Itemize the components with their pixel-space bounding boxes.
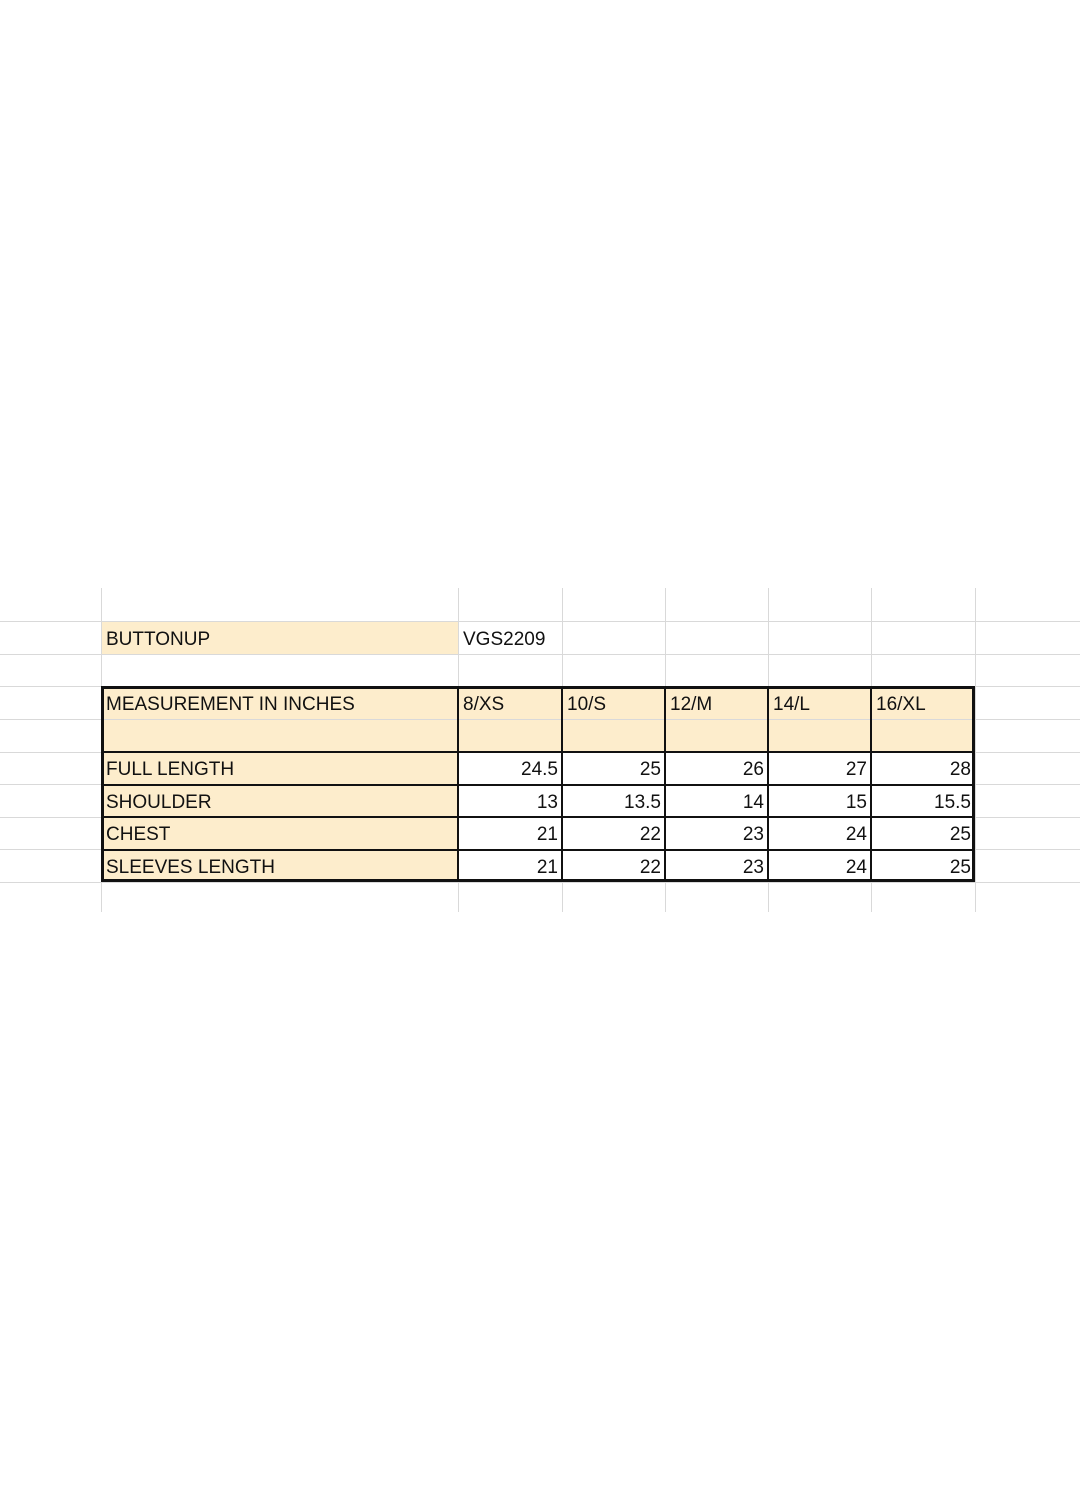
header-size: 8/XS: [463, 694, 505, 715]
product-code-cell[interactable]: [459, 622, 562, 654]
table-divider: [101, 784, 975, 786]
header-cell-size[interactable]: [459, 687, 562, 719]
value: 23: [742, 857, 764, 878]
value: 27: [845, 759, 867, 780]
spreadsheet-area: [0, 588, 1080, 912]
empty-cell[interactable]: [666, 720, 768, 752]
empty-cell[interactable]: [769, 720, 871, 752]
value-cell[interactable]: [769, 818, 871, 849]
value-cell[interactable]: [459, 850, 562, 882]
row-label-cell[interactable]: [102, 785, 458, 817]
value-cell[interactable]: [769, 850, 871, 882]
value-cell[interactable]: [459, 785, 562, 817]
value-cell[interactable]: [563, 753, 665, 784]
value: 24: [845, 857, 867, 878]
header-size: 14/L: [773, 694, 810, 715]
grid-line: [0, 882, 1080, 883]
value-cell[interactable]: [872, 818, 975, 849]
value: 28: [949, 759, 971, 780]
header-cell-size[interactable]: [563, 687, 665, 719]
row-label: SLEEVES LENGTH: [106, 857, 275, 878]
row-label-cell[interactable]: [102, 850, 458, 882]
value: 15.5: [934, 792, 971, 813]
product-code: VGS2209: [463, 629, 546, 650]
table-divider: [101, 816, 975, 818]
empty-cell[interactable]: [102, 720, 458, 752]
value-cell[interactable]: [769, 785, 871, 817]
product-label-cell[interactable]: [102, 622, 458, 654]
value: 13: [536, 792, 558, 813]
empty-cell[interactable]: [459, 720, 562, 752]
header-cell-size[interactable]: [666, 687, 768, 719]
table-divider: [101, 849, 975, 851]
value: 23: [742, 824, 764, 845]
header-size: 16/XL: [876, 694, 926, 715]
value-cell[interactable]: [666, 753, 768, 784]
value-cell[interactable]: [459, 818, 562, 849]
grid-line: [975, 588, 976, 912]
value: 21: [536, 824, 558, 845]
header-size: 10/S: [567, 694, 607, 715]
value-cell[interactable]: [459, 753, 562, 784]
value-cell[interactable]: [563, 785, 665, 817]
row-label-cell[interactable]: [102, 818, 458, 849]
header-cell-measurement[interactable]: [102, 687, 458, 719]
table-divider: [101, 751, 975, 753]
value: 24: [845, 824, 867, 845]
value-cell[interactable]: [666, 818, 768, 849]
empty-cell[interactable]: [563, 720, 665, 752]
grid-line: [0, 654, 1080, 655]
value-cell[interactable]: [563, 818, 665, 849]
header-cell-size[interactable]: [769, 687, 871, 719]
value-cell[interactable]: [666, 785, 768, 817]
row-label: FULL LENGTH: [106, 759, 235, 780]
row-label: SHOULDER: [106, 792, 212, 813]
value: 24.5: [521, 759, 558, 780]
value-cell[interactable]: [666, 850, 768, 882]
value: 26: [742, 759, 764, 780]
value: 25: [949, 857, 971, 878]
value: 15: [845, 792, 867, 813]
header-cell-size[interactable]: [872, 687, 975, 719]
row-label: CHEST: [106, 824, 171, 845]
product-label: BUTTONUP: [106, 629, 211, 650]
value: 14: [742, 792, 764, 813]
value: 25: [949, 824, 971, 845]
header-size: 12/M: [670, 694, 713, 715]
value: 22: [639, 857, 661, 878]
value: 25: [639, 759, 661, 780]
value-cell[interactable]: [872, 753, 975, 784]
empty-cell[interactable]: [872, 720, 975, 752]
row-label-cell[interactable]: [102, 753, 458, 784]
value-cell[interactable]: [563, 850, 665, 882]
value-cell[interactable]: [872, 785, 975, 817]
value: 22: [639, 824, 661, 845]
value: 13.5: [624, 792, 661, 813]
value-cell[interactable]: [872, 850, 975, 882]
header-label: MEASUREMENT IN INCHES: [106, 694, 355, 715]
value: 21: [536, 857, 558, 878]
value-cell[interactable]: [769, 753, 871, 784]
